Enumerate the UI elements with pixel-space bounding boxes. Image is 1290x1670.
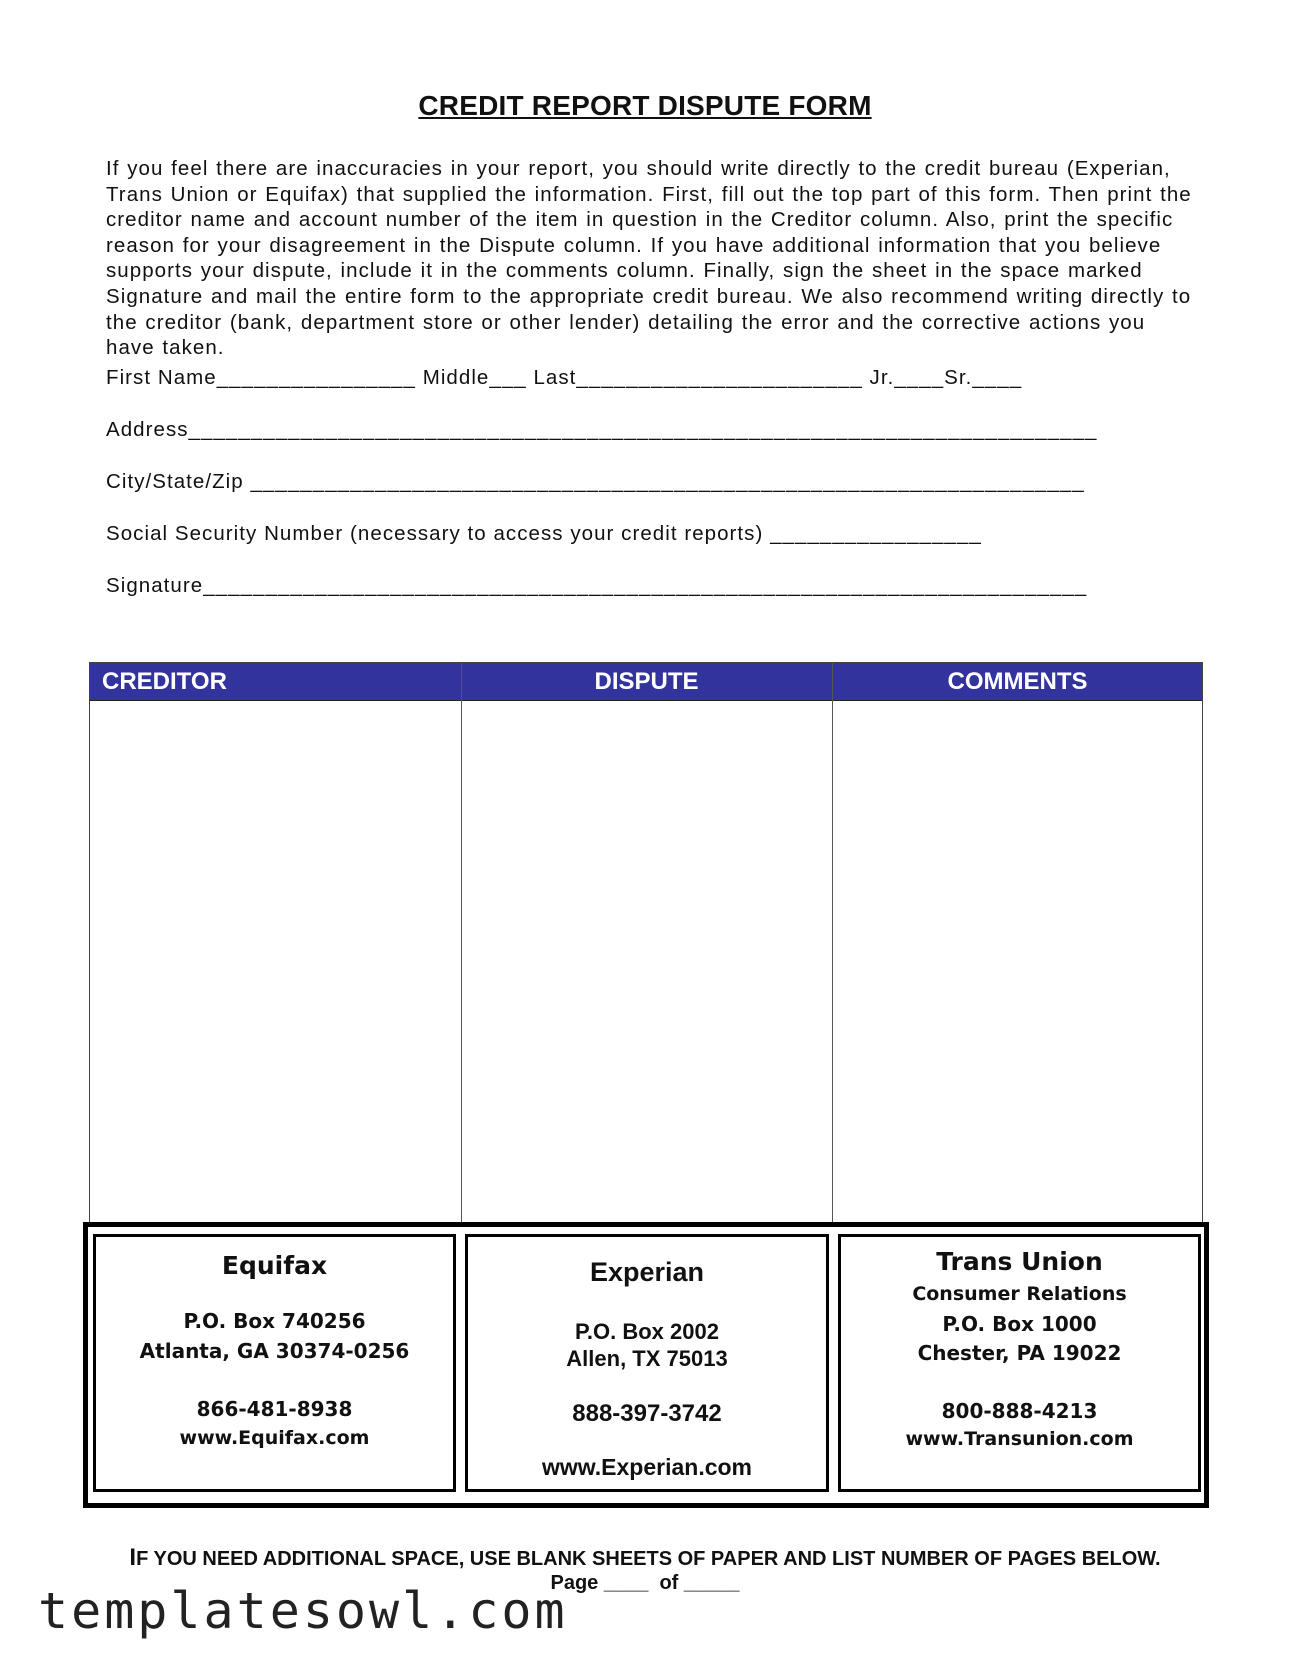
creditor-column-header: CREDITOR	[102, 668, 227, 695]
additional-space-note	[0, 1544, 1290, 1572]
note-initial: I	[129, 1544, 137, 1571]
bureau-address-line: P.O. Box 1000	[942, 1312, 1097, 1336]
bureau-address-line: P.O. Box 2002	[575, 1319, 719, 1344]
bureau-address-line: Atlanta, GA 30374-0256	[139, 1339, 410, 1363]
note-text: F YOU NEED ADDITIONAL SPACE, USE BLANK SHEETS OF PAPER AND LIST NUMBER OF PAGES BELOW.	[136, 1548, 1161, 1570]
bureau-website[interactable]: www.Equifax.com	[179, 1427, 370, 1449]
dispute-column-header: DISPUTE	[594, 668, 699, 695]
name-field-line[interactable]: First Name________________ Middle___ Last_______________________ Jr.____Sr.____	[106, 366, 1023, 389]
bureau-name: Experian	[589, 1257, 705, 1287]
table-header	[90, 663, 1202, 701]
bureau-name: Equifax	[221, 1251, 328, 1280]
bureau-address-line: Consumer Relations	[912, 1283, 1127, 1305]
form-title: CREDIT REPORT DISPUTE FORM	[418, 90, 872, 121]
bureau-address-line: Allen, TX 75013	[566, 1346, 728, 1371]
transunion-box	[838, 1234, 1201, 1492]
creditor-column-cell[interactable]	[90, 700, 461, 1223]
bureau-address-line: Chester, PA 19022	[917, 1341, 1122, 1365]
city-state-zip-field-line[interactable]: City/State/Zip ___________________________________________________________________	[106, 470, 1085, 493]
comments-column-header: COMMENTS	[947, 668, 1088, 695]
dispute-table	[89, 662, 1203, 1224]
comments-column-cell[interactable]	[833, 700, 1203, 1223]
bureau-address-line: P.O. Box 740256	[183, 1309, 366, 1333]
ssn-field-line[interactable]: Social Security Number (necessary to access your credit reports) _________________	[106, 522, 982, 545]
bureau-phone: 888-397-3742	[572, 1400, 722, 1427]
bureau-addresses	[83, 1222, 1209, 1508]
page-count-line[interactable]: Page ____ of _____	[550, 1572, 740, 1594]
signature-field-line[interactable]: Signature_______________________________________________________________________	[106, 574, 1088, 597]
bureau-phone: 866-481-8938	[196, 1397, 353, 1421]
site-watermark: templatesowl.com	[38, 1582, 568, 1640]
instructions-paragraph: If you feel there are inaccuracies in your report, you should write directly to the credit bureau (Experian, Trans Union or Equifax) that supplied the information. First, fill out the top part of this form. Then print the creditor name and account number of the item in question in the Creditor column. Also, print the specific reason for your disagreement in the Dispute column. If you have additional information that you believe supports your dispute, include it in the comments column. Finally, sign the sheet in the space marked Signature and mail the entire form to the appropriate credit bureau. We also recommend writing directly to the creditor (bank, department store or other lender) detailing the error and the corrective actions you have taken.	[106, 157, 1192, 360]
address-field-line[interactable]: Address_________________________________________________________________________	[106, 418, 1098, 441]
dispute-column-cell[interactable]	[462, 700, 832, 1223]
bureau-website[interactable]: www.Experian.com	[541, 1454, 753, 1480]
bureau-website[interactable]: www.Transunion.com	[905, 1428, 1134, 1450]
bureau-phone: 800-888-4213	[941, 1399, 1098, 1423]
bureau-name: Trans Union	[936, 1247, 1103, 1276]
experian-box	[465, 1234, 829, 1492]
equifax-box	[93, 1234, 456, 1492]
